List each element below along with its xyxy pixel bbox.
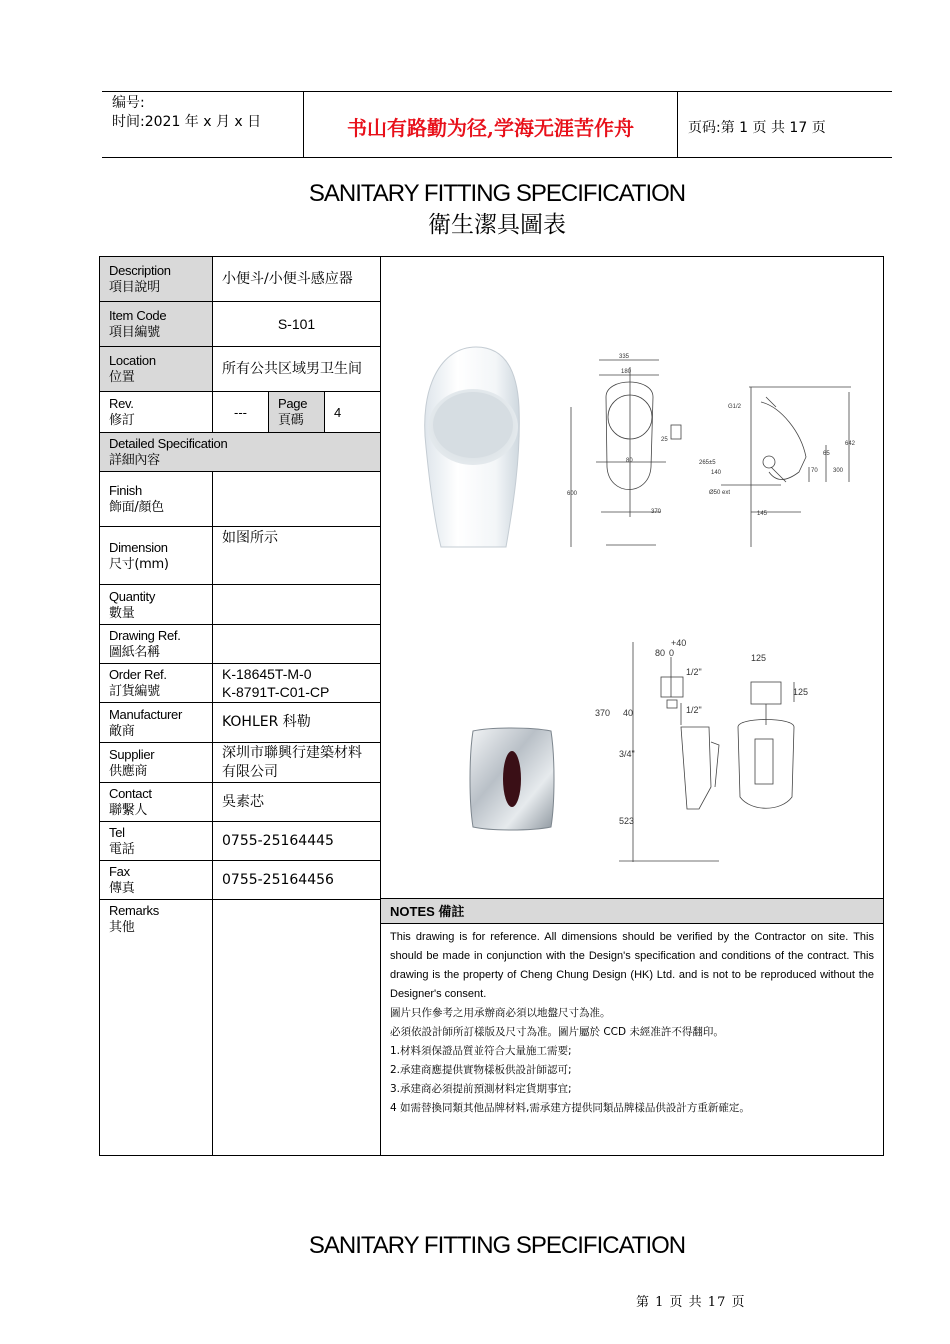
fax-label: Fax 傳真 — [100, 861, 213, 900]
next-page-title: SANITARY FITTING SPECIFICATION — [308, 1232, 686, 1259]
location-value: 所有公共区域男卫生间 — [213, 347, 381, 392]
header-motto: 书山有路勤为径,学海无涯苦作舟 — [347, 116, 634, 140]
svg-text:65: 65 — [823, 451, 830, 457]
svg-text:Ø50 ext: Ø50 ext — [709, 490, 731, 496]
manufacturer-value: KOHLER 科勒 — [213, 703, 381, 743]
svg-text:G1/2: G1/2 — [728, 404, 742, 410]
drawing-ref-label: Drawing Ref. 圖紙名稱 — [100, 625, 213, 664]
notes-english: This drawing is for reference. All dimensions should be verified by the Contractor on site. This should be made in conjunction with the Design's specification and conditions of the contract. This drawing is the property of Cheng Chung Design (HK) Ltd. and is not to be reproduced without the Designer's consent. — [390, 931, 874, 1000]
header-left — [112, 94, 261, 132]
page-value: 4 — [325, 392, 381, 433]
urinal-side-drawing — [721, 387, 851, 547]
dimension-value: 如图所示 — [213, 527, 381, 585]
remarks-label: Remarks 其他 — [100, 900, 213, 1156]
notes-item-1: 1.材料須保證品質並符合大量施工需要; — [390, 1045, 572, 1057]
contact-value: 吳素芯 — [213, 783, 381, 822]
footer-page-number: 第 1 页 共 17 页 — [636, 1295, 746, 1310]
description-label: Description 項目說明 — [100, 257, 213, 302]
finish-label: Finish 飾面/顏色 — [100, 472, 213, 527]
header-page-info: 页码:第 1 页 共 17 页 — [688, 120, 826, 136]
svg-text:370: 370 — [651, 509, 662, 515]
finish-value — [213, 472, 381, 527]
drawing-ref-value — [213, 625, 381, 664]
header-top-rule — [102, 91, 892, 92]
serial-label: 编号: — [112, 95, 145, 111]
urinal-front-drawing — [571, 360, 681, 547]
svg-text:523: 523 — [619, 816, 635, 826]
contact-label: Contact 聯繫人 — [100, 783, 213, 822]
fax-value: 0755-25164456 — [213, 861, 381, 900]
item-code-value: S-101 — [213, 302, 381, 347]
location-label: Location 位置 — [100, 347, 213, 392]
quantity-label: Quantity 數量 — [100, 585, 213, 625]
svg-text:3/4": 3/4" — [619, 749, 635, 759]
quantity-value — [213, 585, 381, 625]
rev-value: --- — [213, 392, 269, 433]
notes-title: NOTES 備註 — [381, 899, 883, 924]
svg-text:25: 25 — [661, 437, 668, 443]
svg-text:600: 600 — [567, 491, 578, 497]
sensor-photo — [470, 728, 554, 830]
product-drawing-panel — [381, 257, 883, 897]
svg-text:1/2": 1/2" — [686, 705, 702, 715]
svg-text:40: 40 — [623, 708, 634, 718]
notes-zh-2: 必須依設計師所訂樣版及尺寸為准。圖片屬於 CCD 未經准許不得翻印。 — [390, 1026, 724, 1038]
item-code-label: Item Code 項目編號 — [100, 302, 213, 347]
order-ref-value: K-18645T-M-0 K-8791T-C01-CP — [213, 664, 381, 703]
svg-text:370: 370 — [595, 708, 611, 718]
notes-zh-1: 圖片只作參考之用承辦商必須以地盤尺寸為准。 — [390, 1007, 611, 1019]
manufacturer-label: Manufacturer 敵商 — [100, 703, 213, 743]
document-subtitle: 衛生潔具圖表 — [428, 212, 566, 238]
page-label: Page 頁碼 — [269, 392, 325, 433]
svg-text:335: 335 — [619, 354, 630, 360]
svg-text:125: 125 — [751, 653, 767, 663]
svg-text:265±5: 265±5 — [699, 460, 716, 466]
installation-drawing — [619, 642, 794, 862]
header-bottom-rule — [102, 157, 892, 158]
svg-text:642: 642 — [845, 441, 856, 447]
tel-label: Tel 電話 — [100, 822, 213, 861]
svg-text:1/2": 1/2" — [686, 667, 702, 677]
description-value: 小便斗/小便斗感应器 — [213, 257, 381, 302]
installation-labels — [595, 638, 808, 826]
svg-text:180: 180 — [621, 369, 632, 375]
front-drawing-labels — [567, 354, 668, 515]
svg-text:70: 70 — [811, 468, 818, 474]
tel-value: 0755-25164445 — [213, 822, 381, 861]
svg-text:80: 80 — [655, 648, 666, 658]
document-title: SANITARY FITTING SPECIFICATION — [308, 180, 686, 207]
svg-text:80: 80 — [626, 458, 633, 464]
side-drawing-labels — [699, 404, 856, 517]
order-ref-label: Order Ref. 訂貨編號 — [100, 664, 213, 703]
svg-text:0: 0 — [669, 648, 675, 658]
remarks-value — [213, 900, 381, 1156]
notes-item-4: 4 如需替換同類其他品牌材料,需承建方提供同類品牌樣品供設計方重新確定。 — [390, 1102, 750, 1114]
notes-item-3: 3.承建商必須提前預測材料定貨期事宜; — [390, 1083, 572, 1095]
header-divider — [677, 91, 678, 158]
time-label: 时间:2021 年 x 月 x 日 — [112, 114, 262, 130]
svg-text:125: 125 — [793, 687, 809, 697]
urinal-photo — [425, 347, 520, 547]
supplier-value: 深圳市聯興行建築材料 有限公司 — [213, 743, 381, 783]
rev-label: Rev. 修訂 — [100, 392, 213, 433]
svg-text:+40: +40 — [671, 638, 687, 648]
svg-text:140: 140 — [711, 470, 722, 476]
svg-text:145: 145 — [757, 511, 768, 517]
notes-body — [390, 928, 874, 1118]
detailed-spec-header: Detailed Specification 詳細內容 — [100, 433, 381, 472]
svg-text:300: 300 — [833, 468, 844, 474]
dimension-label: Dimension 尺寸(mm) — [100, 527, 213, 585]
notes-item-2: 2.承建商應提供實物樣板供設計師認可; — [390, 1064, 572, 1076]
supplier-label: Supplier 供應商 — [100, 743, 213, 783]
